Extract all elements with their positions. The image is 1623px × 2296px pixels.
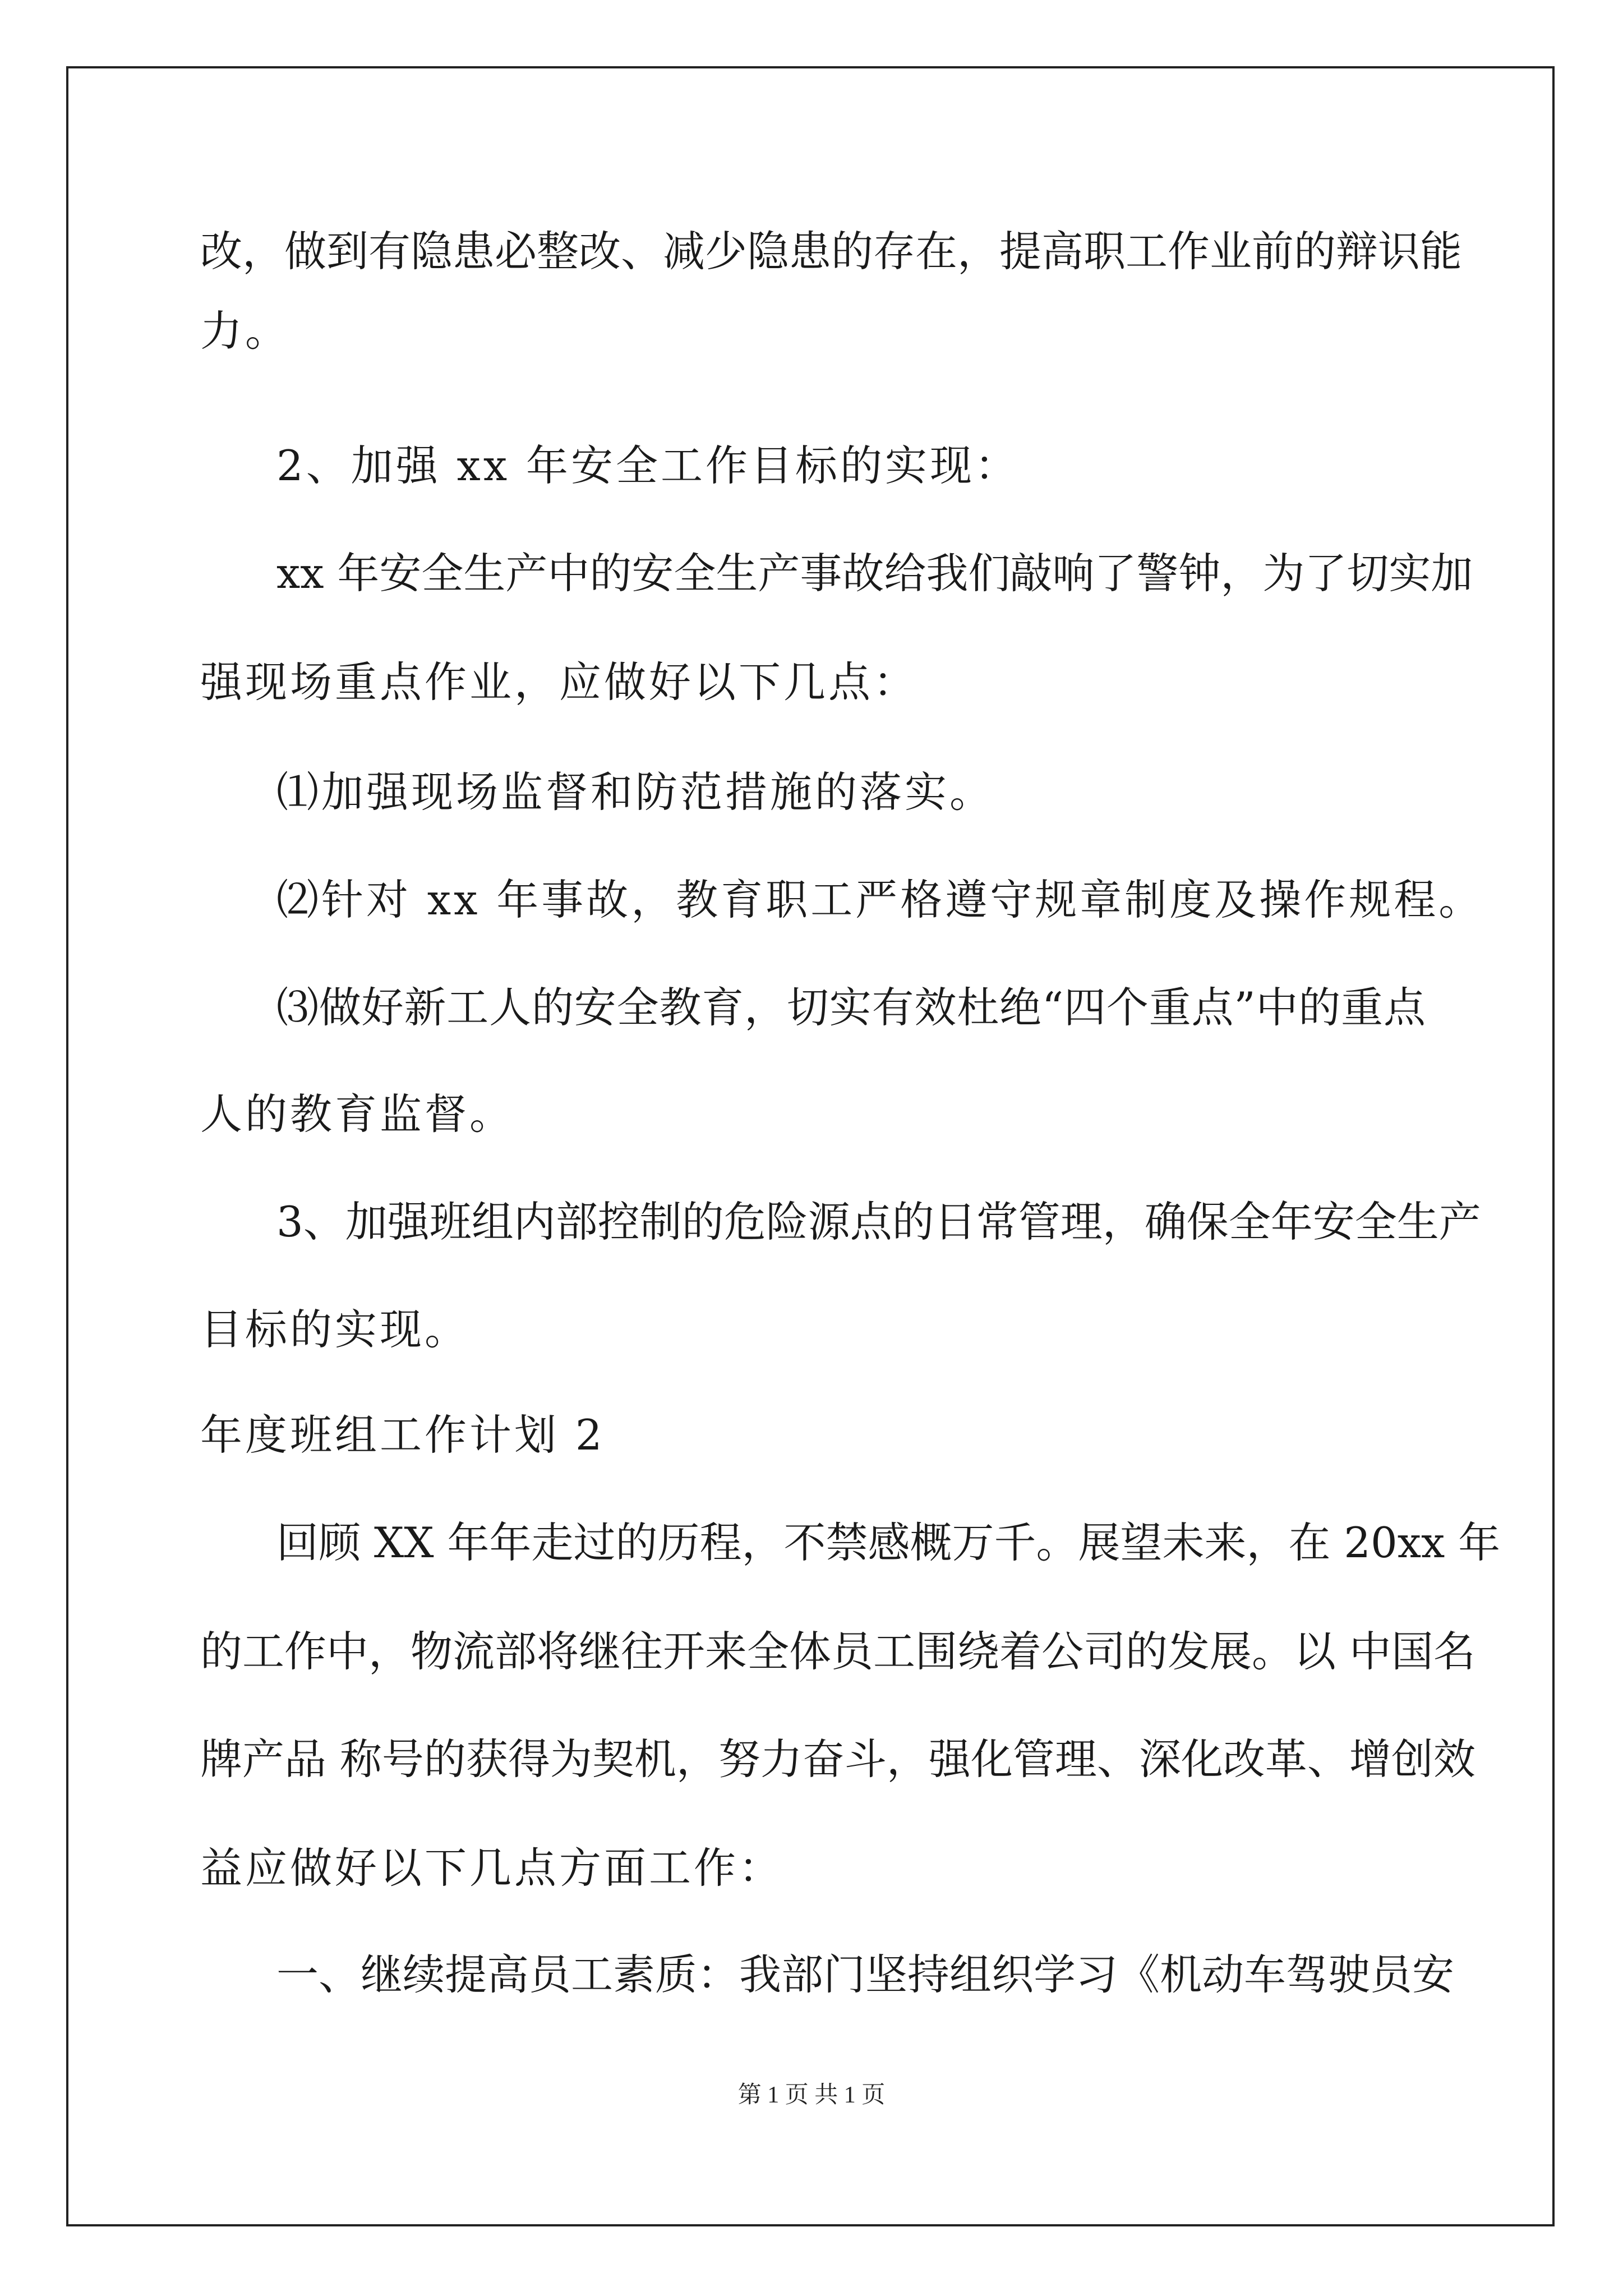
paragraph-line: 力。 xyxy=(200,306,291,356)
paragraph-line: ⑶做好新工人的安全教育，切实有效杜绝“四个重点”中的重点 xyxy=(276,983,1426,1032)
paragraph-line: xx 年安全生产中的安全生产事故给我们敲响了警钟，为了切实加 xyxy=(276,549,1473,598)
paragraph-line: 3、加强班组内部控制的危险源点的日常管理，确保全年安全生产 xyxy=(276,1197,1481,1246)
section-heading: 年度班组工作计划 2 xyxy=(200,1410,605,1460)
page-number-footer: 第 1 页 共 1 页 xyxy=(737,2082,886,2108)
paragraph-line: ⑵针对 xx 年事故，教育职工严格遵守规章制度及操作规程。 xyxy=(276,875,1484,924)
paragraph-line: 人的教育监督。 xyxy=(200,1089,515,1139)
paragraph-line: 的工作中，物流部将继往开来全体员工围绕着公司的发展。以 中国名 xyxy=(200,1627,1476,1676)
paragraph-line: 益应做好以下几点方面工作： xyxy=(200,1843,784,1893)
paragraph-line: ⑴加强现场监督和防范措施的落实。 xyxy=(276,767,995,817)
paragraph-line: 2、加强 xx 年安全工作目标的实现： xyxy=(276,441,1020,490)
paragraph-line: 改，做到有隐患必整改、减少隐患的存在，提高职工作业前的辩识能 xyxy=(200,227,1463,276)
page-border xyxy=(66,66,1555,2226)
paragraph-line: 目标的实现。 xyxy=(200,1305,470,1354)
paragraph-line: 一、继续提高员工素质：我部门坚持组织学习《机动车驾驶员安 xyxy=(276,1950,1455,1999)
paragraph-line: 回顾 XX 年年走过的历程，不禁感概万千。展望未来，在 20xx 年 xyxy=(276,1518,1501,1567)
paragraph-line: 强现场重点作业，应做好以下几点： xyxy=(200,657,919,707)
paragraph-line: 牌产品 称号的获得为契机，努力奋斗，强化管理、深化改革、增创效 xyxy=(200,1734,1476,1784)
